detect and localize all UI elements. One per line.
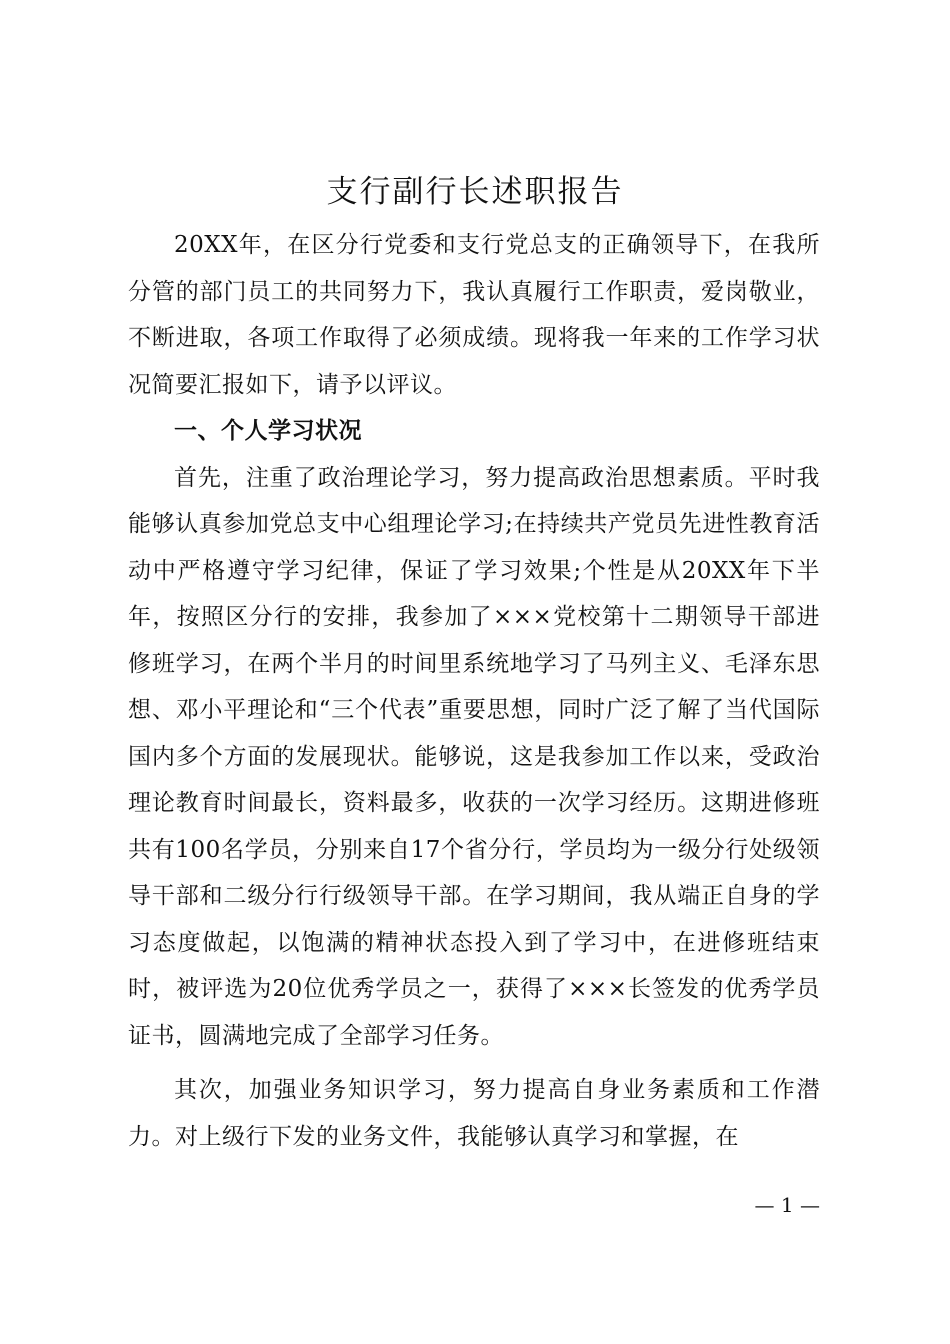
- document-body: [128, 222, 820, 1160]
- section-heading-personal-study: 一、个人学习状况: [174, 418, 362, 444]
- paragraph-business-study: 其次，加强业务知识学习，努力提高自身业务素质和工作潜力。对上级行下发的业务文件，我能够认真学习和掌握，在: [128, 1077, 820, 1150]
- document-title: 支行副行长述职报告: [326, 174, 624, 210]
- intro-paragraph: 20XX年，在区分行党委和支行党总支的正确领导下，在我所分管的部门员工的共同努力下，我认真履行工作职责，爱岗敬业，不断进取，各项工作取得了必须成绩。现将我一年来的工作学习状况简要汇报如下，请予以评议。: [128, 232, 820, 398]
- paragraph-political-study: 首先，注重了政治理论学习，努力提高政治思想素质。平时我能够认真参加党总支中心组理论学习;在持续共产党员先进性教育活动中严格遵守学习纪律，保证了学习效果;个性是从20XX年下半年，按照区分行的安排，我参加了×××党校第十二期领导干部进修班学习，在两个半月的时间里系统地学习了马列主义、毛泽东思想、邓小平理论和“三个代表”重要思想，同时广泛了解了当代国际国内多个方面的发展现状。能够说，这是我参加工作以来，受政治理论教育时间最长，资料最多，收获的一次学习经历。这期进修班共有100名学员，分别来自17个省分行，学员均为一级分行处级领导干部和二级分行行级领导干部。在学习期间，我从端正自身的学习态度做起，以饱满的精神状态投入到了学习中，在进修班结束时，被评选为20位优秀学员之一，获得了×××长签发的优秀学员证书，圆满地完成了全部学习任务。: [128, 464, 820, 1049]
- page-number: — 1 —: [754, 1193, 820, 1217]
